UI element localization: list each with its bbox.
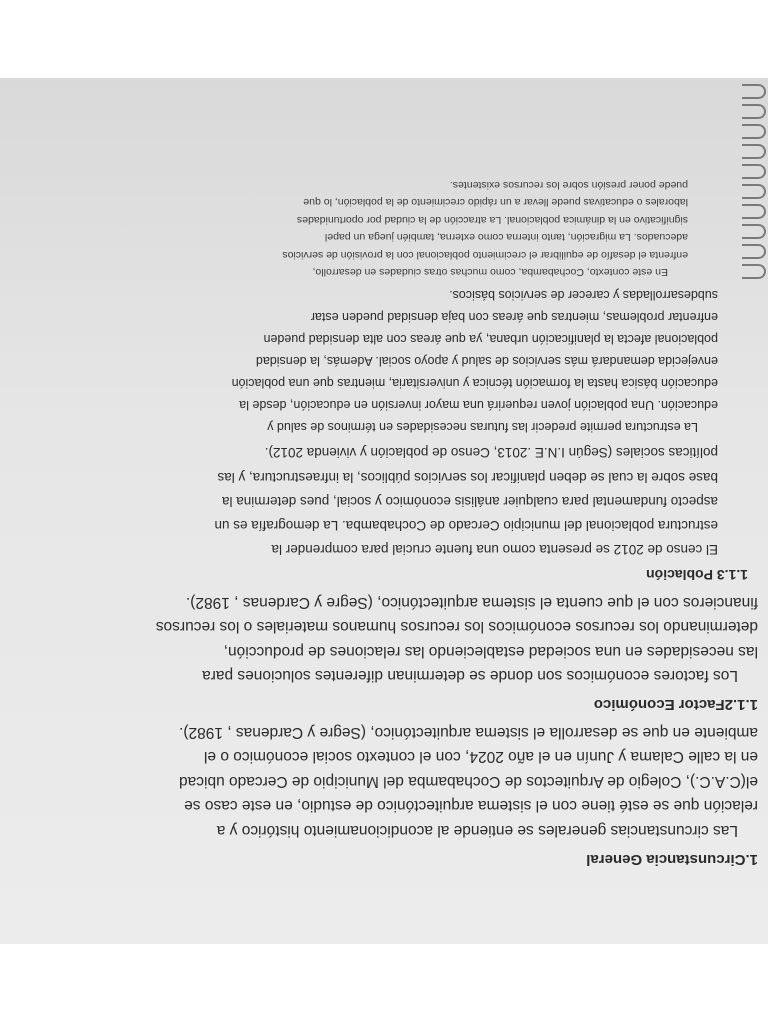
text-line: políticas sociales (Según I.N.E .2013, Censo de población y vivienda 2012). <box>264 445 718 461</box>
subsection-title-economico: 1.1.2Factor Económico <box>593 696 758 714</box>
text-line: puede poner presión sobre los recursos existentes. <box>449 178 688 191</box>
document-photo <box>0 78 768 944</box>
text-line: base sobre la cual se deben planificar los servicios públicos, la infraestructura, y las <box>217 469 718 485</box>
text-line: poblacional afecta la planificación urbana, ya que áreas con alta densidad pueden <box>263 332 718 347</box>
text-line: educación básica hasta la formación técnica y universitaria, mientras que una población <box>231 376 718 391</box>
text-line: las necesidades en una sociedad estableciendo las relaciones de producción, <box>223 643 758 660</box>
text-line: subdesarrolladas y carecer de servicios básicos. <box>449 288 718 303</box>
text-line: relación que se esté tiene con el sistema arquitectónico de estudio, en este caso se <box>184 797 758 815</box>
text-line: enfrentar problemas, mientras que áreas con baja densidad pueden estar <box>310 310 718 325</box>
text-line: envejecida demandará más servicios de salud y apoyo social. Además, la densidad <box>255 354 718 369</box>
document-page <box>0 78 768 944</box>
text-line: Las circunstancias generales se entiende al acondicionamiento histórico y a <box>216 822 738 839</box>
text-line: determinando los recursos económicos los recursos humanos materiales o los recursos <box>155 618 758 636</box>
text-line: En este contexto, Cochabamba, como muchas otras ciudades en desarrollo, <box>312 266 668 279</box>
page-content <box>38 175 758 874</box>
text-line: significativo en la dinámica poblacional. La atracción de la ciudad por oportunidades <box>296 213 688 226</box>
text-line: adecuados. La migración, tanto interna como externa, también juega un papel <box>324 231 688 244</box>
text-line: El censo de 2012 se presenta como una fuente crucial para comprender la <box>271 542 718 558</box>
paragraph-contexto <box>38 175 758 280</box>
text-line: laborales o educativas puede llevar a un rápido crecimiento de la población, lo que <box>303 196 688 209</box>
text-line: el(C.A.C.), Colegio de Arquitectos de Cochabamba del Municipio de Cercado ubicad <box>179 773 758 790</box>
text-line: educación. Una población joven requerirá una mayor inversión en educación, desde la <box>239 398 718 413</box>
text-line: estructura poblacional del municipio Cercado de Cochabamba. La demografía es un <box>214 518 718 534</box>
text-line: ambiente en que se desarrolla el sistema arquitectónico, (Segre y Cardenas , 1982). <box>179 724 758 741</box>
subsection-title-poblacion: 1.1.3 Población <box>646 567 748 584</box>
paragraph-circunstancia <box>38 720 758 843</box>
paragraph-economico <box>38 590 758 688</box>
text-line: financieros con el que cuenta el sistema arquitectónico, (Segre y Cardenas , 1982). <box>185 594 758 611</box>
text-line: La estructura permite predecir las futuras necesidades en términos de salud y <box>267 420 698 435</box>
text-line: en la calle Calama y Junín en el año 2024, con el contexto social económico o el <box>203 748 758 766</box>
section-title: 1.Circunstancia General <box>586 851 758 868</box>
text-line: Los factores económicos son donde se determinan diferentes soluciones para <box>202 667 738 685</box>
paragraph-estructura <box>38 284 758 438</box>
text-line: enfrenta el desafío de equilibrar el crecimiento poblacional con la provisión de servicios <box>282 248 688 261</box>
paragraph-censo <box>38 440 758 561</box>
text-line: aspecto fundamental para cualquier análisis económico y social, pues determina la <box>221 493 718 509</box>
